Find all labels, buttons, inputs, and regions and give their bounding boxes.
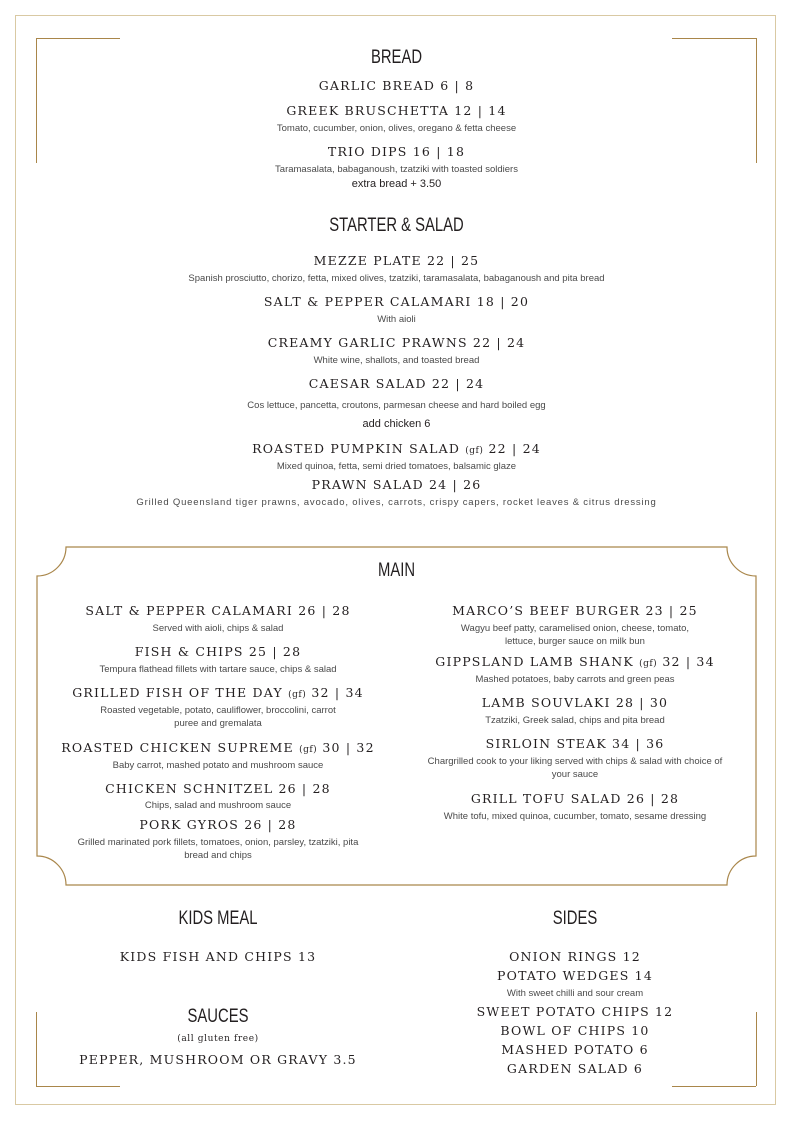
- item-description: White wine, shallots, and toasted bread: [313, 355, 480, 366]
- main-heading: MAIN: [377, 560, 416, 581]
- item-description: Wagyu beef patty, caramelised onion, cheese, tomato, lettuce, burger sauce on milk bun: [460, 623, 690, 647]
- menu-item: MASHED POTATO 6: [501, 1042, 649, 1057]
- menu-item: PEPPER, MUSHROOM OR GRAVY 3.5: [79, 1052, 357, 1067]
- menu-item: SIRLOIN STEAK 34 | 36: [485, 736, 665, 751]
- menu-item: GRILLED FISH OF THE DAY (gf) 32 | 34: [72, 685, 364, 700]
- kids-heading: KIDS MEAL: [178, 908, 258, 929]
- menu-item: GREEK BRUSCHETTA 12 | 14: [286, 103, 507, 118]
- corner-bottom-left-h: [36, 1086, 120, 1087]
- sauces-heading: SAUCES: [187, 1006, 249, 1027]
- sauces-note: (all gluten free): [177, 1034, 259, 1044]
- menu-item: GARDEN SALAD 6: [506, 1061, 644, 1076]
- item-description: Chips, salad and mushroom sauce: [144, 800, 292, 811]
- menu-item: MEZZE PLATE 22 | 25: [313, 253, 480, 268]
- corner-top-right-h: [672, 38, 756, 39]
- item-description: Tomato, cucumber, onion, olives, oregano & fetta cheese: [276, 123, 517, 134]
- menu-item: ONION RINGS 12: [509, 949, 641, 964]
- menu-item: SALT & PEPPER CALAMARI 18 | 20: [263, 294, 530, 309]
- item-description: Tzatziki, Greek salad, chips and pita bread: [485, 715, 665, 726]
- item-description: Mashed potatoes, baby carrots and green peas: [475, 674, 675, 685]
- menu-item: FISH & CHIPS 25 | 28: [134, 644, 302, 659]
- item-description: Cos lettuce, pancetta, croutons, parmesan cheese and hard boiled egg: [247, 400, 546, 411]
- menu-item: ROASTED CHICKEN SUPREME (gf) 30 | 32: [61, 740, 375, 755]
- item-description: Taramasalata, babaganoush, tzatziki with toasted soldiers: [275, 164, 518, 175]
- menu-item: MARCO’S BEEF BURGER 23 | 25: [452, 603, 698, 618]
- gluten-free-tag: (gf): [299, 745, 318, 755]
- corner-bottom-right-h: [672, 1086, 756, 1087]
- menu-item: GRILL TOFU SALAD 26 | 28: [470, 791, 680, 806]
- item-description: Chargrilled cook to your liking served with chips & salad with choice of your sauce: [427, 756, 723, 780]
- menu-item: BOWL OF CHIPS 10: [500, 1023, 650, 1038]
- item-description: Grilled Queensland tiger prawns, avocado, olives, carrots, crispy capers, rocket leaves & citrus dressing: [136, 497, 657, 508]
- corner-bottom-right-v: [756, 1012, 757, 1086]
- menu-item: CREAMY GARLIC PRAWNS 22 | 24: [267, 335, 526, 350]
- item-description: Served with aioli, chips & salad: [152, 623, 284, 634]
- gluten-free-tag: (gf): [288, 690, 307, 700]
- corner-bottom-left-v: [36, 1012, 37, 1086]
- menu-item: SWEET POTATO CHIPS 12: [476, 1004, 674, 1019]
- item-description: With sweet chilli and sour cream: [506, 988, 644, 999]
- gluten-free-tag: (gf): [465, 446, 484, 456]
- bread-heading: BREAD: [370, 47, 423, 68]
- starter-heading: STARTER & SALAD: [329, 215, 464, 236]
- menu-item: POTATO WEDGES 14: [497, 968, 653, 983]
- menu-item: CHICKEN SCHNITZEL 26 | 28: [105, 781, 331, 796]
- item-description: Baby carrot, mashed potato and mushroom sauce: [112, 760, 324, 771]
- gluten-free-tag: (gf): [639, 659, 658, 669]
- menu-item: KIDS FISH AND CHIPS 13: [119, 949, 317, 964]
- menu-item: GARLIC BREAD 6 | 8: [318, 78, 475, 93]
- menu-item: TRIO DIPS 16 | 18: [327, 144, 466, 159]
- item-description: Tempura flathead fillets with tartare sauce, chips & salad: [99, 664, 337, 675]
- item-description: Spanish prosciutto, chorizo, fetta, mixed olives, tzatziki, taramasalata, babaganoush and pita bread: [188, 273, 605, 284]
- item-description: Mixed quinoa, fetta, semi dried tomatoes, balsamic glaze: [276, 461, 517, 472]
- sides-heading: SIDES: [552, 908, 598, 929]
- item-note: add chicken 6: [362, 418, 431, 430]
- corner-top-left-h: [36, 38, 120, 39]
- menu-item: CAESAR SALAD 22 | 24: [308, 376, 485, 391]
- item-note: extra bread + 3.50: [351, 178, 442, 190]
- item-description: White tofu, mixed quinoa, cucumber, tomato, sesame dressing: [443, 811, 707, 822]
- menu-item: LAMB SOUVLAKI 28 | 30: [481, 695, 669, 710]
- item-description: Roasted vegetable, potato, cauliflower, broccolini, carrot puree and gremalata: [100, 705, 336, 729]
- menu-item: ROASTED PUMPKIN SALAD (gf) 22 | 24: [252, 441, 541, 456]
- menu-item: GIPPSLAND LAMB SHANK (gf) 32 | 34: [435, 654, 715, 669]
- menu-item: PRAWN SALAD 24 | 26: [311, 477, 482, 492]
- menu-item: PORK GYROS 26 | 28: [139, 817, 297, 832]
- menu-item: SALT & PEPPER CALAMARI 26 | 28: [85, 603, 351, 618]
- item-description: Grilled marinated pork fillets, tomatoes, onion, parsley, tzatziki, pita bread and chips: [77, 837, 359, 861]
- item-description: With aioli: [377, 314, 416, 325]
